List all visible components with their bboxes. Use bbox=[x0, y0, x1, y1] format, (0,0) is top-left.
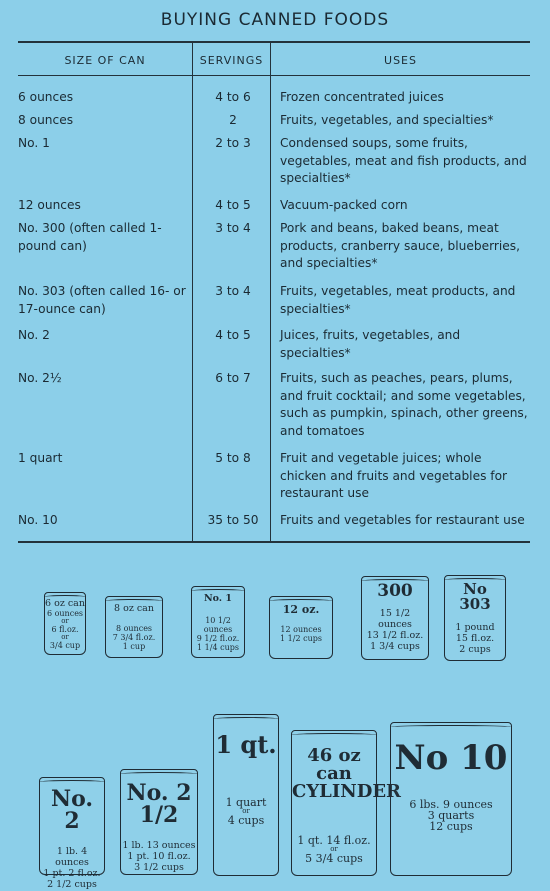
can-label: 300 bbox=[377, 581, 413, 601]
can-detail: 3/4 cup bbox=[49, 641, 81, 650]
table-cell-size: 12 ounces bbox=[18, 198, 81, 212]
can-detail: or bbox=[61, 633, 69, 641]
can-detail: 4 cups bbox=[227, 814, 265, 827]
can-detail: 10 1/2 ounces bbox=[203, 616, 233, 634]
can-detail: or bbox=[242, 807, 250, 815]
table-cell-servings: 5 to 8 bbox=[215, 451, 251, 465]
can-label: 8 oz can bbox=[114, 603, 154, 614]
can-46oz bbox=[291, 730, 401, 876]
can-detail: 6 fl.oz. bbox=[51, 625, 79, 634]
can-detail: or bbox=[61, 617, 69, 625]
table-cell-uses: Juices, fruits, vegetables, and specialties* bbox=[280, 328, 461, 360]
table-cell-uses: Fruit and vegetable juices; whole chicken and fruits and vegetables for restaurant use bbox=[280, 451, 508, 501]
can-detail: 15 1/2 ounces bbox=[378, 608, 412, 630]
can-detail: 2 1/2 cups bbox=[47, 879, 97, 890]
can-detail: 1 pt. 10 fl.oz. bbox=[127, 851, 191, 862]
table-cell-servings: 2 bbox=[229, 113, 237, 127]
can-detail: 6 ounces bbox=[46, 609, 84, 618]
column-divider bbox=[270, 43, 271, 541]
can-detail: 12 ounces bbox=[280, 625, 322, 634]
can-label: 6 oz can bbox=[45, 598, 85, 609]
table-cell-servings: 2 to 3 bbox=[215, 136, 251, 150]
can-label: No. 1 bbox=[203, 593, 233, 604]
can-no-1 bbox=[191, 586, 245, 658]
table-cell-servings: 35 to 50 bbox=[207, 513, 259, 527]
table-cell-servings: 4 to 6 bbox=[215, 90, 251, 104]
header-uses: USES bbox=[384, 54, 417, 67]
can-label: No. 2 1/2 bbox=[126, 780, 192, 828]
can-label: 46 oz can CYLINDER bbox=[292, 745, 401, 802]
header-size: SIZE OF CAN bbox=[64, 54, 146, 67]
can-8oz bbox=[105, 596, 163, 658]
can-303 bbox=[444, 575, 506, 661]
can-detail: 13 1/2 fl.oz. bbox=[366, 630, 424, 641]
table-top-rule bbox=[18, 41, 530, 43]
table-cell-size: No. 1 bbox=[18, 136, 50, 150]
table-cell-servings: 3 to 4 bbox=[215, 221, 251, 235]
table-cell-size: No. 2 bbox=[18, 328, 50, 342]
table-cell-size: 6 ounces bbox=[18, 90, 74, 104]
table-cell-servings: 3 to 4 bbox=[215, 284, 251, 298]
table-cell-uses: Frozen concentrated juices bbox=[280, 90, 444, 104]
can-label: No 10 bbox=[394, 738, 508, 778]
can-detail: 5 3/4 cups bbox=[305, 852, 363, 865]
can-detail: 8 ounces bbox=[115, 624, 153, 633]
can-6oz bbox=[44, 592, 86, 655]
can-detail: 3 quarts bbox=[427, 809, 475, 822]
table-cell-size: No. 2½ bbox=[18, 371, 62, 385]
table-cell-size: 8 ounces bbox=[18, 113, 74, 127]
can-detail: 9 1/2 fl.oz. bbox=[196, 634, 240, 643]
table-cell-size: No. 300 (often called 1-pound can) bbox=[18, 221, 162, 253]
table-cell-size: No. 10 bbox=[18, 513, 58, 527]
can-no-2 bbox=[39, 777, 105, 890]
can-detail: or bbox=[330, 845, 338, 853]
table-cell-size: No. 303 (often called 16- or 17-ounce can) bbox=[18, 284, 186, 316]
can-label: No 303 bbox=[459, 580, 491, 613]
can-detail: 15 fl.oz. bbox=[455, 633, 495, 644]
table-cell-servings: 4 to 5 bbox=[215, 198, 251, 212]
can-detail: 1 3/4 cups bbox=[370, 641, 420, 652]
can-detail: 6 lbs. 9 ounces bbox=[409, 798, 493, 811]
header-servings: SERVINGS bbox=[199, 54, 264, 67]
can-detail: 1 pound bbox=[455, 622, 495, 633]
table-cell-servings: 6 to 7 bbox=[215, 371, 251, 385]
can-300 bbox=[361, 576, 429, 660]
can-detail: 7 3/4 fl.oz. bbox=[112, 633, 156, 642]
page-title: BUYING CANNED FOODS bbox=[160, 10, 390, 30]
can-1-quart bbox=[213, 714, 279, 876]
can-detail: 2 cups bbox=[459, 644, 491, 655]
table-cell-uses: Vacuum-packed corn bbox=[280, 198, 408, 212]
can-label: 1 qt. bbox=[215, 730, 277, 759]
can-detail: 1 qt. 14 fl.oz. bbox=[297, 834, 371, 847]
table-cell-uses: Fruits, vegetables, and specialties* bbox=[280, 113, 494, 127]
can-label: No. 2 bbox=[50, 786, 94, 834]
table-cell-size: 1 quart bbox=[18, 451, 63, 465]
can-detail: 1 quart bbox=[225, 796, 267, 809]
table-cell-uses: Fruits, vegetables, meat products, and specialties* bbox=[280, 284, 516, 316]
table-bottom-rule bbox=[18, 541, 530, 543]
can-12oz bbox=[269, 596, 333, 659]
table-cell-uses: Pork and beans, baked beans, meat products, cranberry sauce, blueberries, and specialties* bbox=[280, 221, 520, 271]
can-no-2-half bbox=[120, 769, 198, 875]
can-detail: 12 cups bbox=[429, 820, 473, 833]
column-divider bbox=[192, 43, 193, 541]
table-cell-uses: Fruits and vegetables for restaurant use bbox=[280, 513, 525, 527]
can-detail: 1 pt. 2 fl.oz. bbox=[43, 868, 101, 879]
can-detail: 1 cup bbox=[122, 642, 146, 651]
can-detail: 1 lb. 4 ounces bbox=[55, 846, 89, 868]
can-detail: 1 1/2 cups bbox=[280, 634, 322, 643]
header-rule bbox=[18, 75, 530, 76]
table-cell-uses: Condensed soups, some fruits, vegetables, meat and fish products, and specialties* bbox=[280, 136, 527, 186]
can-detail: 1 1/4 cups bbox=[197, 643, 239, 652]
can-detail: 1 lb. 13 ounces bbox=[122, 840, 196, 851]
table-cell-uses: Fruits, such as peaches, pears, plums, and fruit cocktail; and some vegetables, such as pumpkin, spinach, other greens, and tomatoes bbox=[280, 371, 528, 438]
can-label: 12 oz. bbox=[282, 603, 320, 616]
can-no-10 bbox=[390, 722, 512, 876]
table-cell-servings: 4 to 5 bbox=[215, 328, 251, 342]
can-detail: 3 1/2 cups bbox=[134, 862, 184, 873]
